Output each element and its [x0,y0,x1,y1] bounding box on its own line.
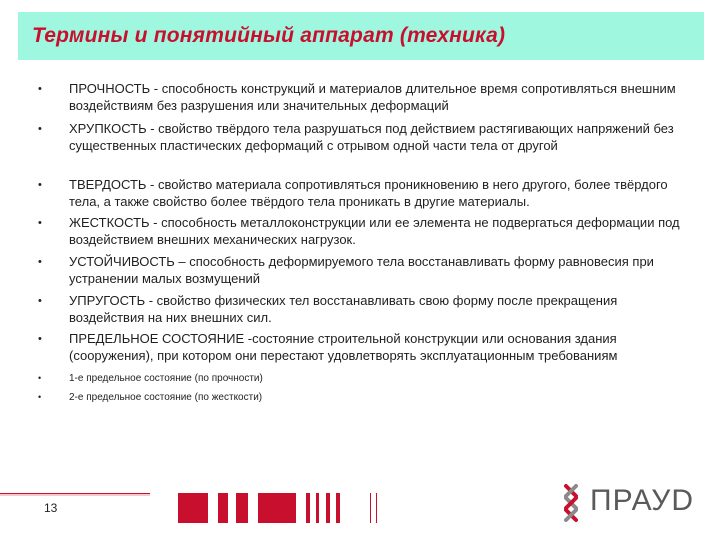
footer-deco-block [178,493,208,523]
bullet: • [38,256,42,268]
bullet: • [38,333,42,345]
slide-title: Термины и понятийный аппарат (техника) [32,24,506,47]
bullet: • [38,217,42,229]
footer-deco-block [336,493,340,523]
term-text: ТВЕРДОСТЬ - свойство материала сопротивляться проникновению в него другого, более твёрдого тела, а также свойство более твёрдого тела проникать в другие материалы. [69,177,668,209]
term-text: ЖЕСТКОСТЬ - способность металлоконструкции или ее элемента не подвергаться деформации под воздействием внешних механических нагрузок. [69,215,680,247]
page-number-bar [0,493,150,523]
term-text: УСТОЙЧИВОСТЬ – способность деформируемого тела восстанавливать форму равновесия при устранении малых возмущений [69,254,654,286]
term-text: 1-е предельное состояние (по прочности) [69,373,263,384]
footer-deco-block [306,493,310,523]
bullet: • [38,179,42,191]
footer-deco-block [370,493,371,523]
footer-deco-block [316,493,319,523]
bullet: • [38,373,42,383]
company-logo [560,478,694,526]
footer-deco-block [236,493,248,523]
footer-deco-block [376,493,377,523]
logo-wordmark: ПРАУD [590,484,694,517]
page-number: 13 [44,501,58,515]
bullet: • [38,295,42,307]
term-text: ПРЕДЕЛЬНОЕ СОСТОЯНИЕ -состояние строительной конструкции или основания здания (сооружения), при котором они перестают удовлетворять эксплуатационным требованиям [69,331,618,363]
term-text: УПРУГОСТЬ - свойство физических тел восстанавливать свою форму после прекращения воздействия на них внешних сил. [69,293,618,325]
term-text: 2-е предельное состояние (по жесткости) [69,392,263,403]
bullet: • [38,83,42,95]
bullet: • [38,392,42,402]
footer-deco-block [326,493,330,523]
footer-deco-block [218,493,228,523]
title-bar [18,12,704,60]
term-text: ПРОЧНОСТЬ - способность конструкций и материалов длительное время сопротивляться внешним воздействиям без разрушения или значительных деформаций [69,81,676,113]
footer-deco-block [258,493,296,523]
page-number-bar-fill [0,494,150,496]
braid-logo-icon [560,478,588,526]
term-text: ХРУПКОСТЬ - свойство твёрдого тела разрушаться под действием растягивающих напряжений без существенных пластических деформаций с отрывом одной части тела от другой [69,121,674,153]
bullet: • [38,123,42,135]
